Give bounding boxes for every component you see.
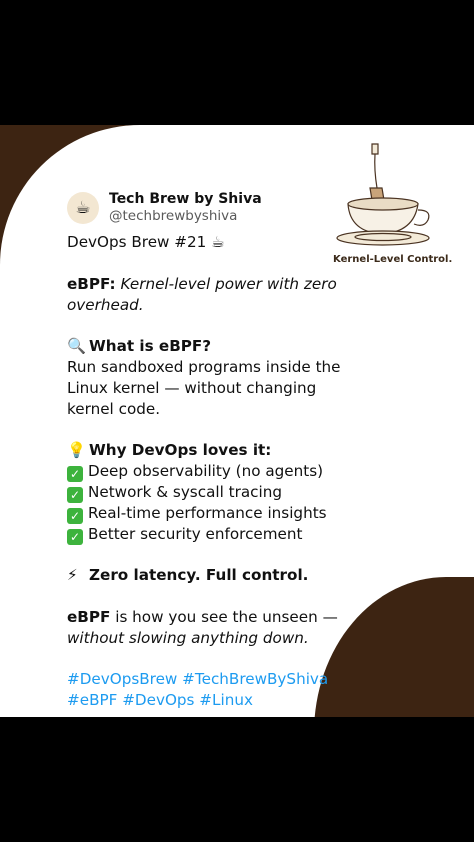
list-item: ✓ Better security enforcement bbox=[67, 524, 367, 545]
avatar[interactable] bbox=[67, 192, 99, 224]
check-icon: ✓ bbox=[67, 529, 83, 545]
profile-handle[interactable]: @techbrewbyshiva bbox=[109, 208, 238, 224]
list-item: ✓ Network & syscall tracing bbox=[67, 482, 367, 503]
zero-latency-line bbox=[67, 565, 367, 586]
profile-name[interactable]: Tech Brew by Shiva bbox=[109, 191, 262, 207]
lightbulb-icon: 💡 bbox=[67, 441, 86, 459]
magnifier-icon: 🔍 bbox=[67, 337, 86, 355]
post-frame bbox=[0, 125, 474, 717]
check-icon: ✓ bbox=[67, 487, 83, 503]
hashtag-line-2[interactable]: #eBPF #DevOps #Linux bbox=[67, 691, 253, 709]
closing-paragraph bbox=[67, 607, 367, 649]
lightning-icon: ⚡ bbox=[67, 566, 78, 584]
post-title-line bbox=[67, 232, 367, 253]
benefit-list bbox=[67, 461, 367, 545]
hashtag-line-1[interactable]: #DevOpsBrew #TechBrewByShiva bbox=[67, 670, 329, 688]
check-icon: ✓ bbox=[67, 466, 83, 482]
what-heading-text: What is eBPF? bbox=[89, 337, 212, 355]
check-icon: ✓ bbox=[67, 508, 83, 524]
post-header bbox=[67, 192, 347, 226]
intro-prefix: eBPF: bbox=[67, 275, 116, 293]
why-heading bbox=[67, 440, 367, 461]
closing-prefix: eBPF bbox=[67, 608, 111, 626]
hashtags bbox=[67, 669, 367, 711]
coffee-cup-icon: ☕ bbox=[75, 198, 91, 218]
why-heading-text: Why DevOps loves it: bbox=[89, 441, 272, 459]
what-body: Run sandboxed programs inside the Linux kernel — without changing kernel code. bbox=[67, 358, 341, 418]
list-item: ✓ Deep observability (no agents) bbox=[67, 461, 367, 482]
post-title: DevOps Brew #21 bbox=[67, 233, 207, 251]
illustration-caption: Kernel-Level Control. bbox=[333, 254, 453, 265]
intro-text: Kernel-level power with zero overhead. bbox=[67, 275, 337, 314]
closing-text: is how you see the unseen — bbox=[110, 608, 338, 626]
post-card bbox=[0, 125, 474, 717]
closing-italic: without slowing anything down. bbox=[67, 629, 309, 647]
zero-latency-text: Zero latency. Full control. bbox=[89, 566, 309, 584]
list-item: ✓ Real-time performance insights bbox=[67, 503, 367, 524]
coffee-emoji-icon: ☕ bbox=[211, 233, 225, 251]
what-heading bbox=[67, 336, 367, 357]
intro-paragraph bbox=[67, 274, 367, 316]
